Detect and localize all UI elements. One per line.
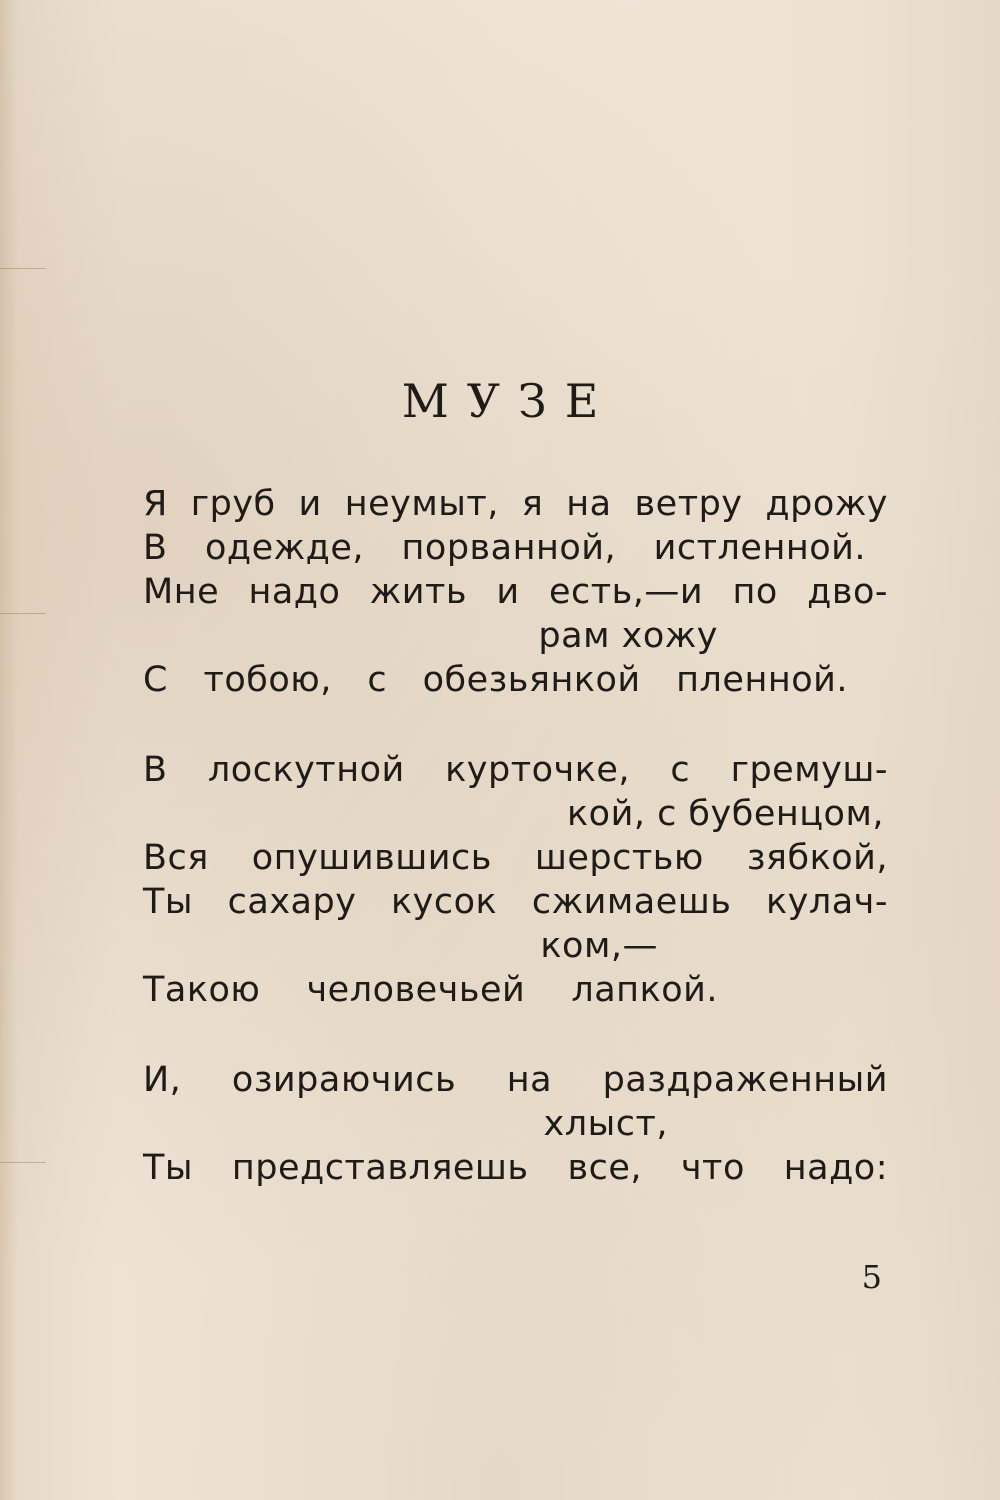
poem-line-continuation: кой, с бубенцом,: [567, 794, 884, 834]
poem-line: Ты сахару кусок сжимаешь кулач-: [143, 882, 888, 922]
poem-line: В одежде, порванной, истленной.: [143, 528, 866, 568]
page-edge-mark: [0, 268, 46, 269]
poem-line: С тобою, с обезьянкой пленной.: [143, 660, 848, 700]
page-edge-shade: [0, 0, 18, 1500]
stanza-break: [143, 1012, 888, 1058]
poem-line-continuation: хлыст,: [543, 1104, 668, 1144]
poem-title: МУЗЕ: [401, 374, 617, 428]
poem-body: [143, 482, 888, 1190]
poem-line: Я груб и неумыт, я на ветру дрожу: [143, 484, 888, 524]
poem-line: Ты представляешь все, что надо:: [143, 1148, 888, 1188]
page-edge-mark: [0, 1162, 46, 1163]
poem-line: И, озираючись на раздраженный: [143, 1060, 888, 1100]
poem-line: Такою человечьей лапкой.: [143, 970, 718, 1010]
poem-line: В лоскутной курточке, с гремуш-: [143, 750, 888, 790]
page-edge-mark: [0, 613, 46, 614]
poem-line: Мне надо жить и есть,—и по дво-: [143, 572, 888, 612]
poem-line: Вся опушившись шерстью зябкой,: [143, 838, 888, 878]
stanza-break: [143, 702, 888, 748]
poem-line-continuation: рам хожу: [538, 616, 718, 656]
page-number: 5: [861, 1258, 882, 1296]
poem-line-continuation: ком,—: [540, 926, 658, 966]
